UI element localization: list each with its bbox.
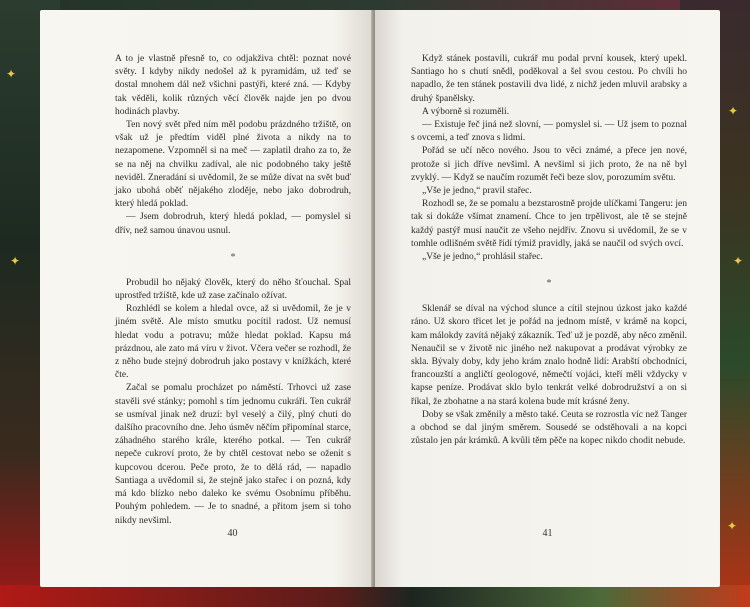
right-page-number: 41: [542, 528, 553, 539]
right-paragraph-6: Rozhodl se, že se pomalu a bezstarostně projde ulíčkami Tangeru: jen tak si dokáže všímat znamení. Chce to jen trpělivost, ale tě se stejně každý pastýř musí naučit ze všeho nejdřív. Znovu si uvědomil, že se v tomhle odlišném světě řídí týmiž pravidly, jaká se naučil od svých ovcí.: [411, 199, 687, 249]
star-decoration-icon: ✦: [728, 104, 739, 118]
left-paragraph-4: Probudil ho nějaký člověk, který do něho šťouchal. Spal uprostřed tržiště, kde už zase začínalo ožívat.: [115, 277, 351, 302]
right-paragraph-3: — Existuje řeč jiná než slovní, — pomyslel si. — Už jsem to poznal s ovcemi, a teď znova s lidmi.: [411, 120, 687, 144]
star-decoration-icon: ✦: [6, 67, 17, 81]
right-paragraph-5: „Vše je jedno,“ pravil stařec.: [422, 186, 532, 197]
left-page-number: 40: [227, 528, 238, 539]
left-paragraph-3: — Jsem dobrodruh, který hledá poklad, — pomyslel si dřív, než samou únavou usnul.: [115, 212, 351, 236]
right-paragraph-4: Pořád se učí něco nového. Jsou to věci známé, a přece jen nové, protože si jich dříve nevšiml. A nevšiml si jich proto, že na ně byl zvyklý. — Když se naučím rozumět řeči beze slov, porozumím světu.: [411, 146, 687, 183]
star-decoration-icon: ✦: [10, 254, 21, 268]
section-separator: *: [546, 278, 552, 290]
left-page: [40, 10, 373, 587]
cover-bottom-strip: [0, 585, 750, 607]
right-paragraph-8: Sklenář se díval na východ slunce a cítil stejnou úzkost jako každé ráno. Už skoro třicet let je pořád na jednom místě, v krámě na kopci, kam málokdy zavítá nějaký zákazník. Teď už je pozdě, aby něco změnil. Nenaučil se v životě nic jiného než nakupovat a prodávat výrobky ze skla. Bývaly doby, kdy jeho krám znalo hodně lidí: Arabští obchodníci, francouzští a angličtí geologové, němečtí vojáci, kteří měli vždycky v kapse peníze. Prodávat sklo bylo tenkrát velké dobrodružství a on si říkal, že zbohatne a na stará kolena bude mít krásné ženy.: [411, 304, 687, 407]
star-decoration-icon: ✦: [727, 519, 738, 533]
left-paragraph-6: Začal se pomalu procházet po náměstí. Trhovci už zase stavěli své stánky; pomohl s tím jednomu cukráři. Ten cukrář se usmíval jinak než druzí: byl veselý a čilý, plný chuti do dalšího pracovního dne. Jeho úsměv něčím připomínal starce, záhadného starého krále, kterého potkal. — Ten cukrář nepeče cukroví proto, že by chtěl cestovat nebo se oženit s kupcovou dcerou. Peče proto, že to dělá rád, — napadlo Santiaga a uvědomil si, že stejně jako stařec i on pozná, kdy má kdo blízko nebo daleko ke svému Osobnímu příběhu. Pouhým pohledem. — Je to snadné, a přitom jsem si toho nikdy nevšiml.: [115, 383, 351, 526]
right-page-text: [411, 53, 687, 448]
right-paragraph-1: Když stánek postavili, cukrář mu podal první kousek, který upekl. Santiago ho s chutí snědl, poděkoval a šel svou cestou. Po chvíli ho napadlo, že ten stánek postavili dva lidé, z nichž jeden mluvil arabsky a druhý španělsky.: [411, 54, 687, 104]
left-paragraph-5: Rozhlédl se kolem a hledal ovce, až si uvědomil, že je v jiném světě. Ale místo smutku pocítil radost. Už nemusí hledat vodu a potravu; může hledat poklad. Kapsu má prázdnou, ale zato má víru v život. Včera večer se rozhodl, že z něho bude stejný dobrodruh jako postavy v knížkách, které čte.: [115, 304, 351, 381]
star-decoration-icon: ✦: [733, 254, 744, 268]
left-page-text: [115, 53, 351, 528]
left-paragraph-1: A to je vlastně přesně to, co odjakživa chtěl: poznat nové světy. I kdyby nikdy nedošel až k pyramidám, už teď se dostal mnohem dál než všichni pastýři, které zná. — Kdyby tak věděli, kolik různých věcí člověk najde jen po dvou hodinách plavby.: [115, 54, 351, 117]
right-paragraph-2: A výborně si rozuměli.: [422, 106, 510, 117]
right-page: [375, 10, 720, 587]
left-paragraph-2: Ten nový svět před ním měl podobu prázdného tržiště, on však už je předtím viděl plné života a nikdy na to nezapomene. Vzpomněl si na meč — zaplatil draho za to, že se na něj na chvilku zadíval, ale nic podobného taky ještě neviděl. Zneradání si uvědomil, že se může dívat na svět buď jako ubohá oběť nějakého zloděje, nebo jako dobrodruh, který hledá poklad.: [115, 120, 351, 210]
right-paragraph-9: Doby se však změnily a město také. Ceuta se rozrostla víc než Tanger a obchod se dal jiným směrem. Sousedé se odstěhovali a na kopci zůstalo jen pár krámků. A kvůli těm pěče na kopec nikdo chodit nebude.: [411, 409, 687, 447]
right-paragraph-7: „Vše je jedno,“ prohlásil stařec.: [422, 252, 543, 263]
section-separator: *: [230, 251, 236, 263]
